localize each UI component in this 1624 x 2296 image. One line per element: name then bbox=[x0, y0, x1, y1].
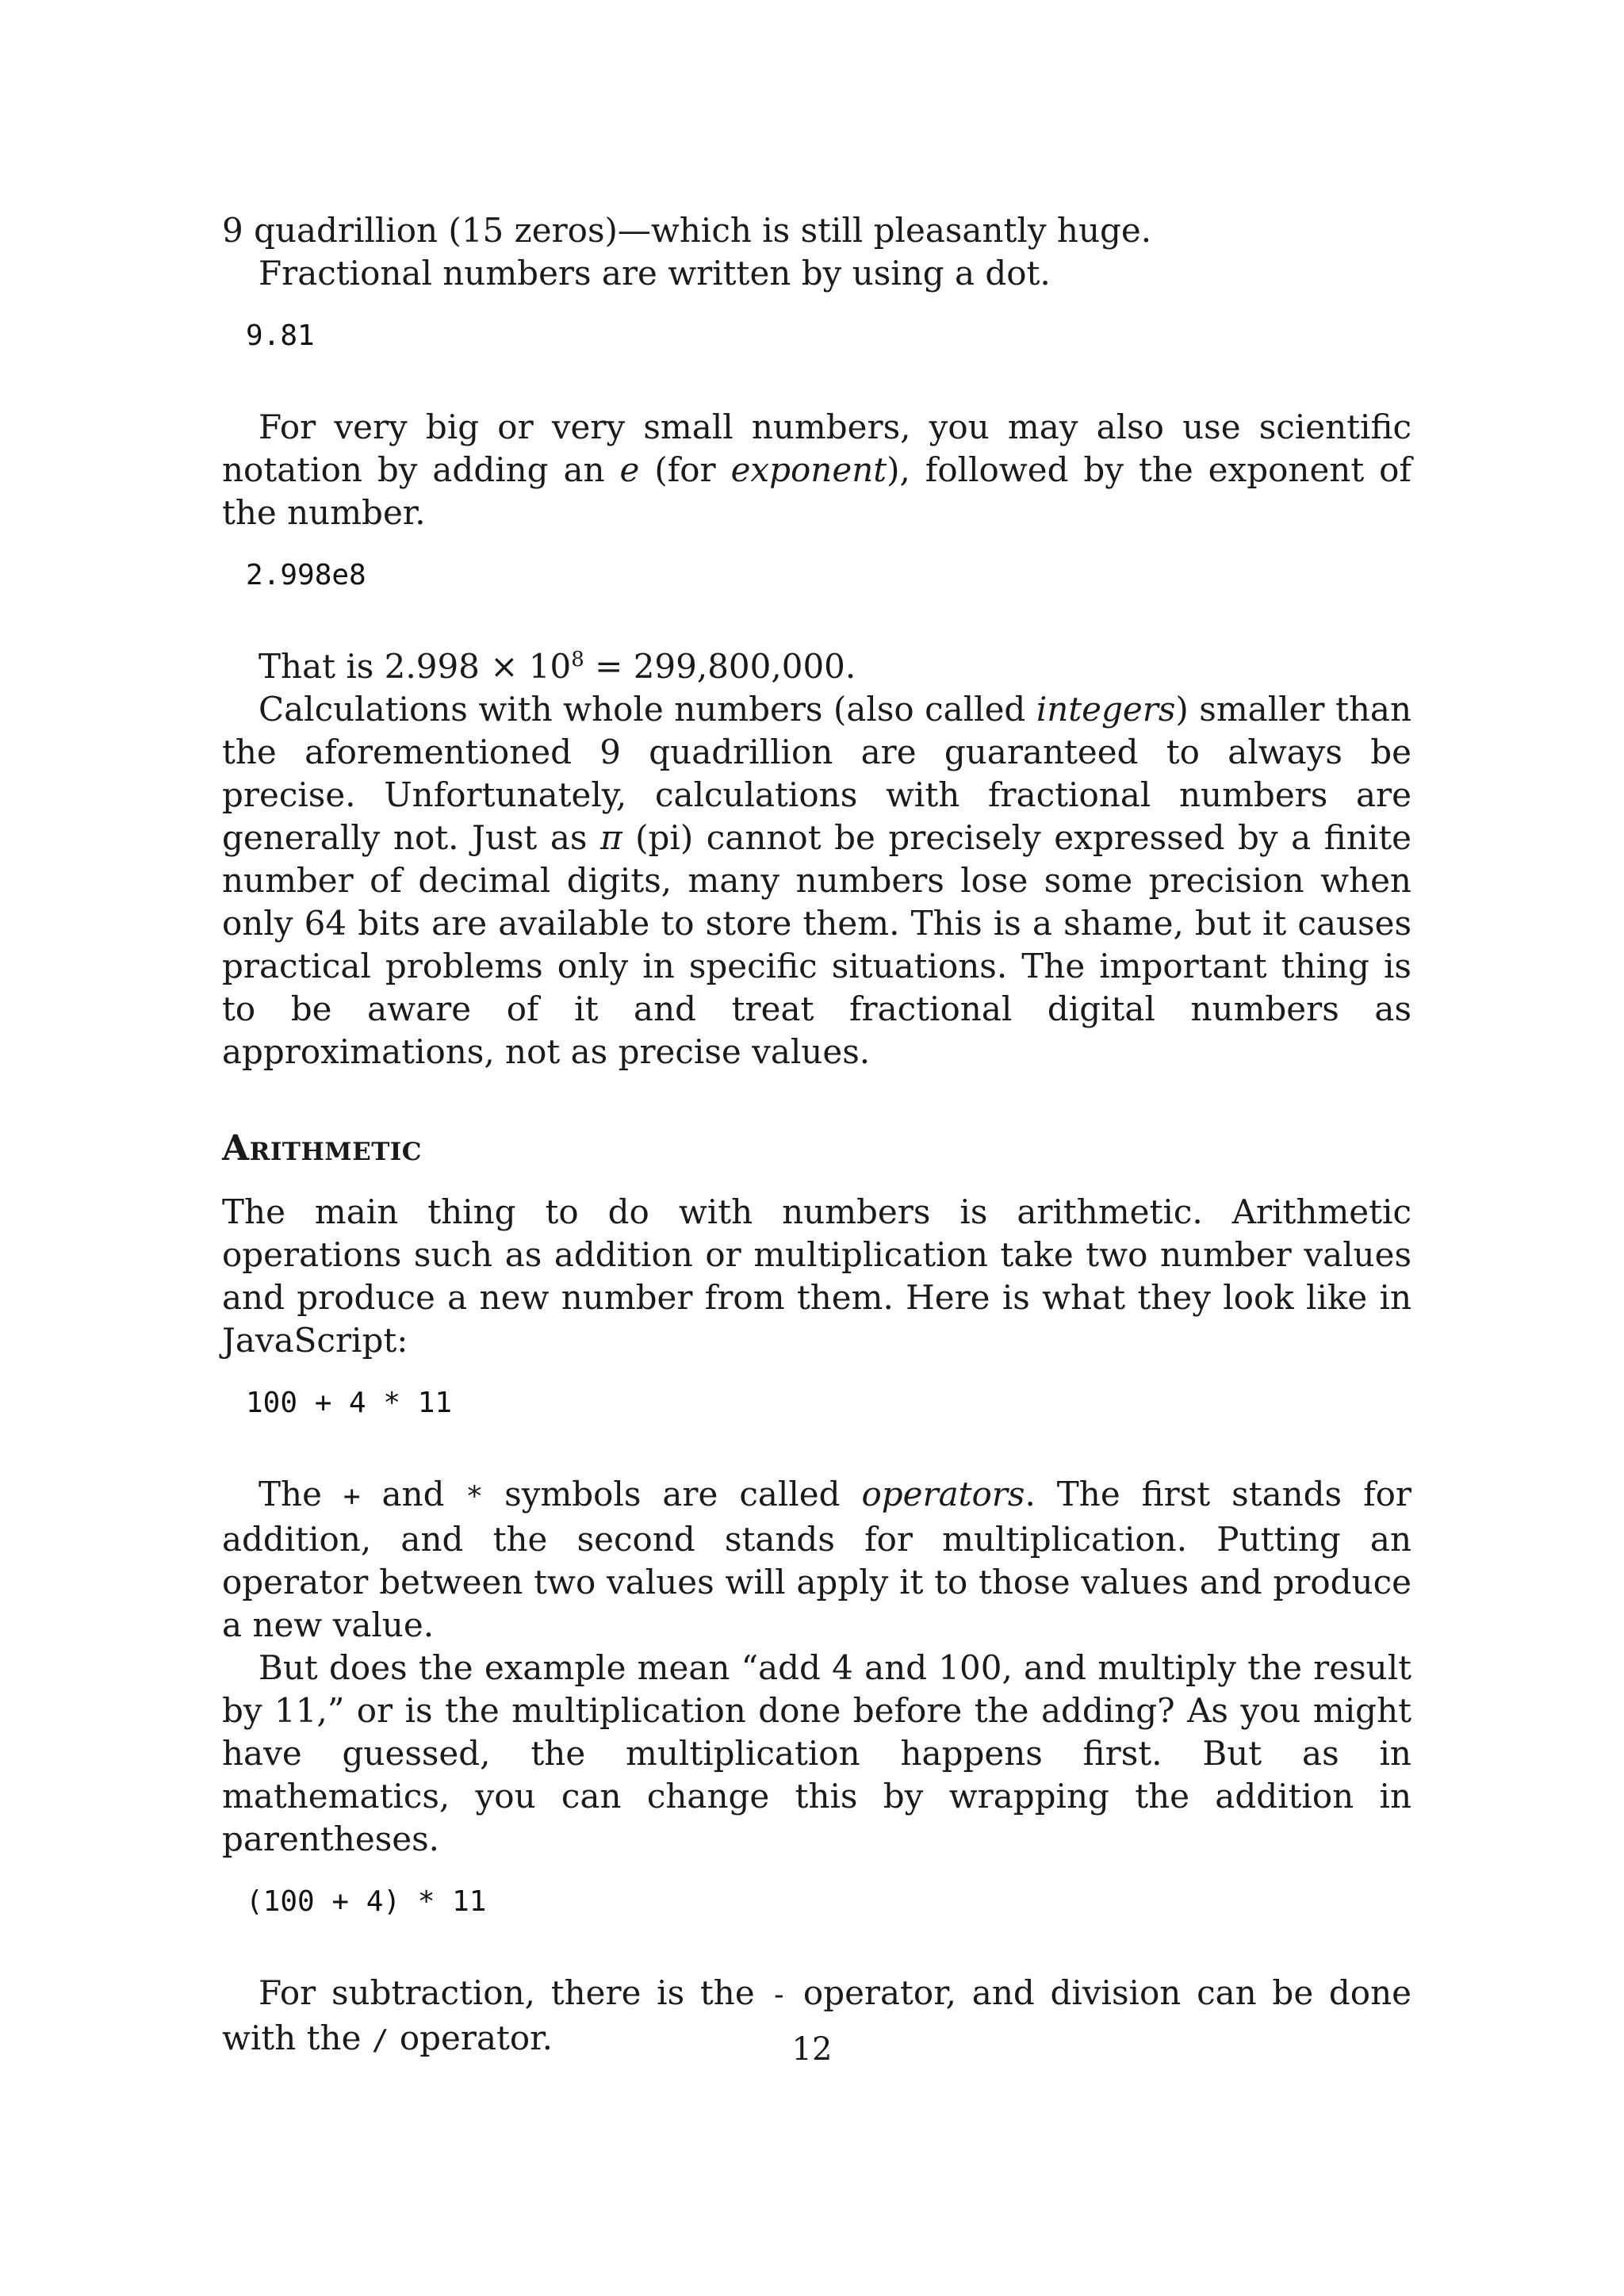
text-span: operator. bbox=[389, 2019, 553, 2057]
emphasis-operators: operators bbox=[861, 1475, 1025, 1513]
symbol-pi: π bbox=[599, 818, 622, 857]
emphasis-integers: integers bbox=[1036, 690, 1176, 729]
inline-code-plus: + bbox=[343, 1480, 361, 1513]
inline-code-slash: / bbox=[371, 2024, 389, 2057]
emphasis-e: e bbox=[619, 450, 640, 489]
paragraph-calculations bbox=[222, 688, 1411, 1073]
code-block-parentheses: (100 + 4) * 11 bbox=[246, 1885, 487, 1918]
text-span: . The first stands for addition, and the second stands for multiplication. Putting an operator between two values will apply it to those values and produce a new value. bbox=[222, 1475, 1411, 1644]
text-span: and bbox=[360, 1475, 466, 1513]
superscript-exponent: 8 bbox=[571, 648, 584, 672]
paragraph-intro: 9 quadrillion (15 zeros)—which is still pleasantly huge. bbox=[222, 211, 1152, 250]
text-span: Calculations with whole numbers (also called bbox=[259, 690, 1036, 729]
text-span: ) smaller than the aforementioned 9 quadrillion are guaranteed to always be precise. Unfortunately, calculations with fractional numbers are generally not. Just as bbox=[222, 690, 1411, 857]
inline-code-star: * bbox=[465, 1480, 484, 1513]
text-span: For subtraction, there is the bbox=[259, 1973, 771, 2012]
paragraph-arithmetic: The main thing to do with numbers is arithmetic. Arithmetic operations such as addition or multiplication take two number values and produce a new number from them. Here is what they look like in JavaScript: bbox=[222, 1192, 1411, 1360]
text-span: (pi) cannot be precisely expressed by a finite number of decimal digits, many numbers lose some precision when only 64 bits are available to store them. This is a shame, but it causes practical problems only in specific situations. The important thing is to be aware of it and treat fractional digital numbers as approximations, not as precise values. bbox=[222, 818, 1411, 1071]
page-content bbox=[222, 209, 1411, 2062]
text-span: For very big or very small numbers, you may also use scientific notation by adding an bbox=[222, 408, 1411, 489]
text-span: symbols are called bbox=[483, 1475, 862, 1513]
text-span: = 299,800,000. bbox=[584, 647, 856, 686]
section-heading-arithmetic: Arithmetic bbox=[222, 1128, 422, 1169]
code-block-precedence: 100 + 4 * 11 bbox=[246, 1387, 453, 1419]
paragraph-operators bbox=[222, 1473, 1411, 1647]
inline-code-minus: - bbox=[770, 1979, 788, 2011]
text-span: The bbox=[259, 1475, 343, 1513]
code-block-fractional: 9.81 bbox=[246, 320, 315, 352]
page-number: 12 bbox=[791, 2031, 833, 2068]
paragraph-precedence-question: But does the example mean “add 4 and 100, and multiply the result by 11,” or is the multiplication done before the adding? As you might have guessed, the multiplication happens first. But as in mathematics, you can change this by wrapping the addition in parentheses. bbox=[222, 1648, 1411, 1858]
text-span: (for bbox=[639, 450, 731, 489]
paragraph-that-is bbox=[222, 645, 1411, 688]
text-span: operator, and division can be done with the bbox=[222, 1973, 1412, 2057]
paragraph-scientific bbox=[222, 406, 1411, 534]
code-block-scientific: 2.998e8 bbox=[246, 559, 366, 591]
paragraph-fractional: Fractional numbers are written by using a dot. bbox=[259, 254, 1051, 293]
emphasis-exponent: exponent bbox=[730, 450, 887, 489]
text-span: That is 2.998 × 10 bbox=[259, 647, 572, 686]
text-span: ), followed by the exponent of the number. bbox=[222, 450, 1412, 532]
